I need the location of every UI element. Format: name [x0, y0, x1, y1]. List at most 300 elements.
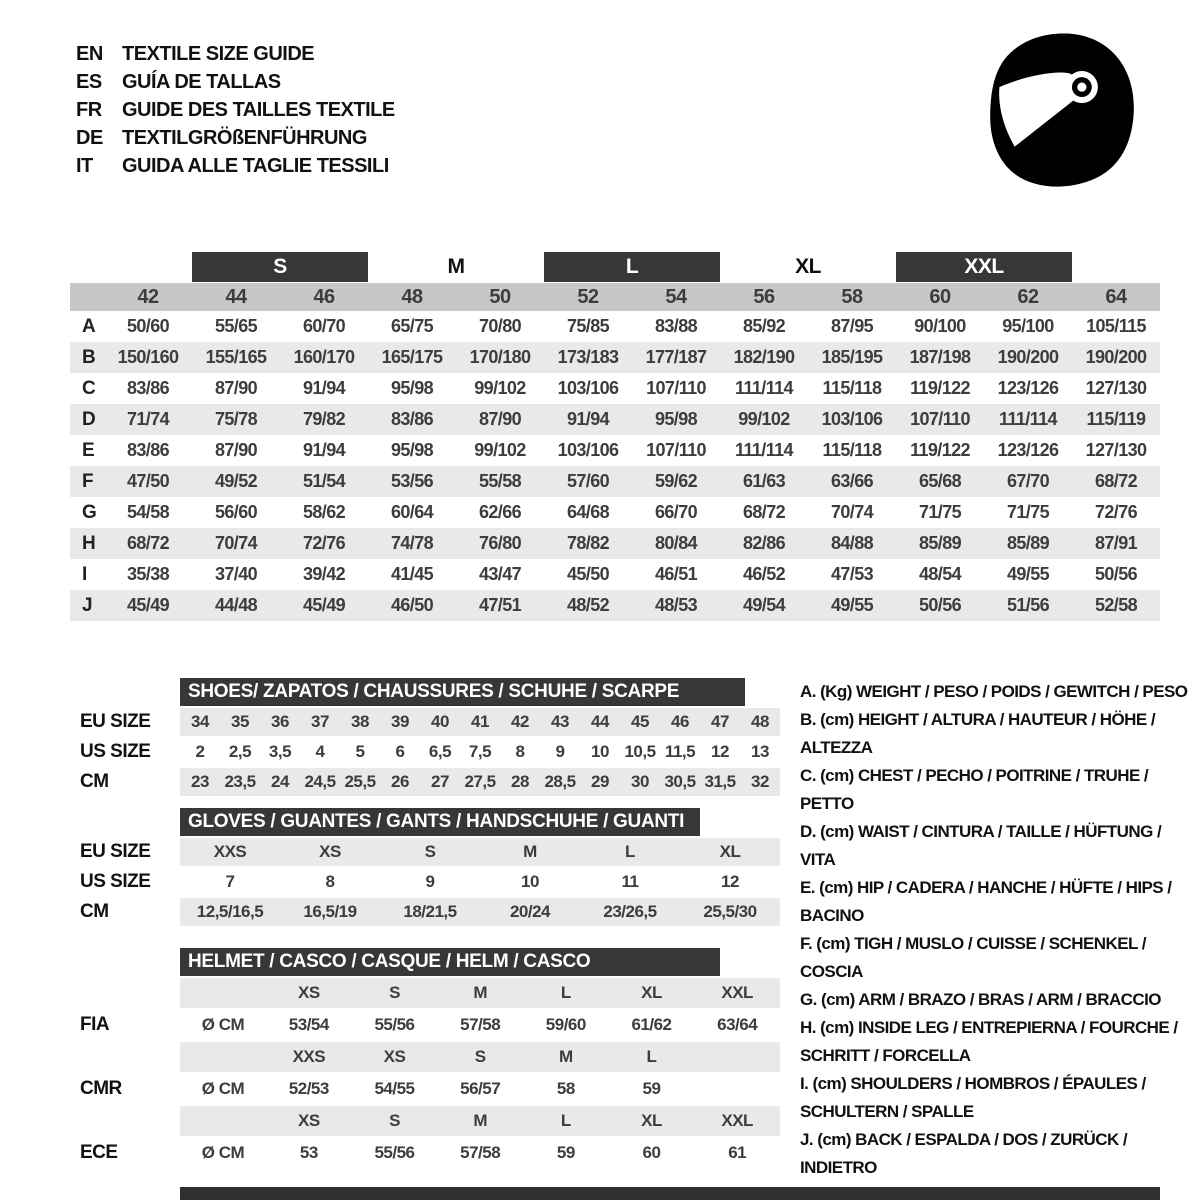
helmet-cm-value: 59 — [556, 1143, 575, 1162]
textile-cell: 67/70 — [1006, 471, 1050, 491]
legend-item-f: F. (cm) TIGH / MUSLO / CUISSE / SCHENKEL / COSCIA — [800, 934, 1146, 981]
textile-cell: 39/42 — [302, 564, 346, 584]
helmet-cm-value: 63/64 — [717, 1015, 758, 1034]
textile-cell: 44/48 — [214, 595, 258, 615]
textile-cell: 47/51 — [478, 595, 522, 615]
helmet-values — [180, 1074, 780, 1104]
legend-item-i: I. (cm) SHOULDERS / HOMBROS / ÉPAULES / SCHULTERN / SPALLE — [800, 1074, 1146, 1121]
textile-cell: 45/49 — [126, 595, 170, 615]
helmet-cm-value: 53/54 — [288, 1015, 329, 1034]
textile-cell: 48/53 — [654, 595, 698, 615]
shoes-us-value: 3,5 — [268, 742, 292, 761]
shoes-eu-value: 46 — [671, 712, 689, 731]
numeric-size: 64 — [1105, 285, 1127, 308]
helmet-cm-value: 61 — [728, 1143, 747, 1162]
helmet-sizes-row-cmr — [70, 1042, 780, 1072]
textile-cell: 68/72 — [126, 533, 170, 553]
language-title: GUIDA ALLE TAGLIE TESSILI — [122, 154, 389, 177]
helmet-cm-value: 57/58 — [460, 1015, 501, 1034]
shoes-us-value: 9 — [555, 742, 565, 761]
textile-cell: 49/55 — [1006, 564, 1050, 584]
shoes-section-title: SHOES/ ZAPATOS / CHAUSSURES / SCHUHE / SCARPE — [180, 678, 745, 706]
gloves-us-value: 10 — [521, 872, 539, 891]
textile-cell: 115/118 — [822, 440, 882, 460]
textile-cell: 55/58 — [478, 471, 522, 491]
gloves-us-value: 12 — [721, 872, 739, 891]
gloves-eu-size: XS — [319, 842, 341, 861]
shoes-eu-size-row — [180, 708, 780, 736]
spacer — [180, 1042, 266, 1072]
shoes-us-value: 7,5 — [468, 742, 492, 761]
textile-cell: 95/98 — [390, 440, 434, 460]
size-group-l: L — [544, 252, 720, 282]
language-title: TEXTILGRÖßENFÜHRUNG — [122, 126, 367, 149]
shoes-eu-value: 47 — [711, 712, 729, 731]
helmet-size-letters — [180, 978, 780, 1008]
textile-cell: 190/200 — [997, 347, 1059, 367]
textile-cell: 111/114 — [999, 409, 1057, 429]
numeric-size: 42 — [137, 285, 159, 308]
textile-cell: 49/52 — [214, 471, 258, 491]
helmet-cm-value: 54/55 — [374, 1079, 415, 1098]
size-group-xxl: XXL — [896, 252, 1072, 282]
helmet-cm-value: 52/53 — [288, 1079, 329, 1098]
shoes-us-value: 12 — [711, 742, 729, 761]
shoes-us-value: 10 — [591, 742, 609, 761]
textile-cell: 64/68 — [566, 502, 610, 522]
helmet-cm-value: 55/56 — [374, 1015, 415, 1034]
helmet-size-letter: XXS — [292, 1047, 326, 1066]
shoes-us-value: 8 — [515, 742, 525, 761]
spacer — [70, 1042, 180, 1072]
gloves-cm-row — [180, 898, 780, 926]
shoes-section — [70, 676, 780, 796]
language-code: FR — [76, 98, 102, 121]
shoes-us-value: 13 — [751, 742, 769, 761]
helmet-sizes-row-fia — [70, 978, 780, 1008]
language-title: GUÍA DE TALLAS — [122, 70, 281, 93]
textile-row-h — [70, 528, 1160, 559]
language-title-block — [76, 40, 395, 180]
shoes-cm-value: 25,5 — [344, 772, 376, 791]
textile-cell: 87/90 — [478, 409, 522, 429]
helmet-cm-value — [694, 1074, 780, 1104]
textile-cell: 105/115 — [1086, 316, 1146, 336]
helmet-size-letters — [180, 1042, 780, 1072]
textile-cell: 48/52 — [566, 595, 610, 615]
textile-cell: 160/170 — [293, 347, 355, 367]
textile-cell: 87/90 — [214, 440, 258, 460]
legend-item-b: B. (cm) HEIGHT / ALTURA / HAUTEUR / HÖHE / ALTEZZA — [800, 710, 1155, 757]
textile-cell: 190/200 — [1085, 347, 1147, 367]
size-group-header-row — [70, 252, 1160, 282]
textile-cell: 60/64 — [390, 502, 434, 522]
textile-cell: 185/195 — [821, 347, 883, 367]
shoes-eu-value: 38 — [351, 712, 369, 731]
textile-cell: 57/60 — [566, 471, 610, 491]
shoes-us-value: 10,5 — [624, 742, 656, 761]
shoes-cm-value: 24,5 — [304, 772, 336, 791]
shoes-cm-value: 23 — [191, 772, 209, 791]
textile-cell: 107/110 — [646, 440, 706, 460]
row-letter: J — [82, 594, 93, 616]
shoes-us-value: 6 — [395, 742, 405, 761]
helmet-cm-value: 59 — [642, 1079, 661, 1098]
textile-cell: 103/106 — [557, 378, 619, 398]
textile-cell: 123/126 — [997, 378, 1059, 398]
textile-cell: 71/75 — [1006, 502, 1050, 522]
gloves-us-value: 8 — [325, 872, 335, 891]
textile-cell: 95/98 — [390, 378, 434, 398]
helmet-size-letter: XL — [641, 983, 662, 1002]
textile-cell: 170/180 — [469, 347, 531, 367]
shoes-eu-value: 36 — [271, 712, 289, 731]
textile-cell: 58/62 — [302, 502, 346, 522]
gloves-eu-size: XL — [719, 842, 741, 861]
shoes-cm-value: 30,5 — [664, 772, 696, 791]
shoes-us-value: 2,5 — [228, 742, 252, 761]
textile-cell: 52/58 — [1094, 595, 1138, 615]
gloves-us-value: 9 — [425, 872, 435, 891]
helmet-standard-label: FIA — [80, 1014, 110, 1035]
textile-row-a — [70, 311, 1160, 342]
gloves-cm-value: 23/26,5 — [603, 902, 657, 921]
textile-cell: 46/51 — [654, 564, 698, 584]
textile-cell: 35/38 — [126, 564, 170, 584]
shoes-eu-value: 40 — [431, 712, 449, 731]
helmet-size-letter: XXL — [721, 983, 753, 1002]
helmet-icon — [978, 24, 1146, 196]
helmet-size-letter: XS — [383, 1047, 406, 1066]
row-letter: A — [82, 315, 96, 337]
textile-cell: 51/54 — [302, 471, 346, 491]
row-letter: E — [82, 439, 95, 461]
numeric-size: 44 — [225, 285, 247, 308]
bottom-cutoff-bar — [180, 1187, 1160, 1200]
textile-row-g — [70, 497, 1160, 528]
textile-cell: 83/86 — [126, 440, 170, 460]
shoes-us-value: 2 — [195, 742, 205, 761]
language-code: ES — [76, 70, 102, 93]
helmet-sizes-row-ece — [70, 1106, 780, 1136]
gloves-eu-size-label: EU SIZE — [80, 841, 151, 862]
textile-cell: 49/54 — [742, 595, 786, 615]
textile-row-d — [70, 404, 1160, 435]
textile-cell: 90/100 — [914, 316, 966, 336]
textile-cell: 85/89 — [1006, 533, 1050, 553]
helmet-cm-value: 55/56 — [374, 1143, 415, 1162]
textile-cell: 71/75 — [918, 502, 962, 522]
helmet-size-letter: XXL — [721, 1111, 753, 1130]
textile-cell: 111/114 — [735, 440, 793, 460]
textile-cell: 46/52 — [742, 564, 786, 584]
textile-cell: 45/50 — [566, 564, 610, 584]
helmet-values-row-ece — [70, 1138, 780, 1168]
shoes-eu-value: 41 — [471, 712, 489, 731]
language-row-es — [76, 68, 395, 96]
textile-row-c — [70, 373, 1160, 404]
textile-row-e — [70, 435, 1160, 466]
helmet-size-letter: M — [473, 1111, 487, 1130]
row-letter: D — [82, 408, 96, 430]
spacer — [70, 1106, 180, 1136]
textile-cell: 83/88 — [654, 316, 698, 336]
textile-cell: 68/72 — [742, 502, 786, 522]
helmet-section — [70, 946, 780, 1168]
legend-item-g: G. (cm) ARM / BRAZO / BRAS / ARM / BRACCIO — [800, 990, 1161, 1009]
textile-row-j — [70, 590, 1160, 621]
numeric-size: 58 — [841, 285, 863, 308]
textile-cell: 74/78 — [390, 533, 434, 553]
textile-cell: 56/60 — [214, 502, 258, 522]
textile-cell: 91/94 — [302, 378, 346, 398]
spacer — [70, 948, 180, 976]
textile-cell: 50/56 — [1094, 564, 1138, 584]
textile-row-i — [70, 559, 1160, 590]
textile-cell: 155/165 — [205, 347, 267, 367]
spacer — [180, 1106, 266, 1136]
textile-cell: 91/94 — [566, 409, 610, 429]
shoes-us-value: 6,5 — [428, 742, 452, 761]
gloves-section-title: GLOVES / GUANTES / GANTS / HANDSCHUHE / GUANTI — [180, 808, 700, 836]
language-row-fr — [76, 96, 395, 124]
shoes-eu-value: 35 — [231, 712, 249, 731]
textile-cell: 41/45 — [390, 564, 434, 584]
shoes-cm-value: 27 — [431, 772, 449, 791]
textile-cell: 83/86 — [126, 378, 170, 398]
textile-size-table — [70, 252, 1160, 621]
helmet-standard-label: CMR — [80, 1078, 122, 1099]
textile-cell: 165/175 — [381, 347, 443, 367]
legend-item-a: A. (Kg) WEIGHT / PESO / POIDS / GEWITCH / PESO — [800, 682, 1188, 701]
textile-cell: 37/40 — [214, 564, 258, 584]
textile-cell: 65/68 — [918, 471, 962, 491]
textile-cell: 75/78 — [214, 409, 258, 429]
textile-cell: 119/122 — [910, 440, 970, 460]
gloves-cm-value: 12,5/16,5 — [196, 902, 264, 921]
textile-cell: 99/102 — [474, 378, 526, 398]
numeric-size: 52 — [577, 285, 599, 308]
textile-cell: 68/72 — [1094, 471, 1138, 491]
helmet-cm-value: 57/58 — [460, 1143, 501, 1162]
textile-cell: 72/76 — [302, 533, 346, 553]
spacer — [70, 808, 180, 836]
textile-cell: 103/106 — [557, 440, 619, 460]
language-code: DE — [76, 126, 103, 149]
gloves-cm-label: CM — [80, 901, 109, 922]
diameter-cm-label: Ø CM — [201, 1015, 245, 1034]
helmet-size-letter: XL — [641, 1111, 662, 1130]
shoes-cm-value: 30 — [631, 772, 649, 791]
shoes-cm-value: 28,5 — [544, 772, 576, 791]
gloves-eu-size: M — [523, 842, 537, 861]
helmet-cm-value: 53 — [299, 1143, 318, 1162]
textile-cell: 84/88 — [830, 533, 874, 553]
row-letter: B — [82, 346, 96, 368]
legend-item-c: C. (cm) CHEST / PECHO / POITRINE / TRUHE / PETTO — [800, 766, 1149, 813]
textile-cell: 53/56 — [390, 471, 434, 491]
textile-cell: 65/75 — [390, 316, 434, 336]
textile-cell: 99/102 — [474, 440, 526, 460]
shoes-eu-value: 37 — [311, 712, 329, 731]
helmet-size-letter: S — [389, 1111, 400, 1130]
textile-cell: 66/70 — [654, 502, 698, 522]
textile-cell: 87/95 — [830, 316, 874, 336]
textile-cell: 95/100 — [1002, 316, 1054, 336]
shoes-cm-value: 32 — [751, 772, 769, 791]
helmet-size-letter: L — [560, 983, 571, 1002]
language-row-it — [76, 152, 395, 180]
spacer — [70, 283, 104, 311]
textile-cell: 63/66 — [830, 471, 874, 491]
textile-cell: 123/126 — [997, 440, 1059, 460]
language-row-en — [76, 40, 395, 68]
language-code: EN — [76, 42, 103, 65]
textile-cell: 78/82 — [566, 533, 610, 553]
textile-cell: 95/98 — [654, 409, 698, 429]
textile-cell: 48/54 — [918, 564, 962, 584]
spacer — [70, 978, 180, 1008]
textile-cell: 82/86 — [742, 533, 786, 553]
shoes-eu-value: 45 — [631, 712, 649, 731]
shoes-eu-value: 44 — [591, 712, 609, 731]
helmet-size-letter: XS — [297, 983, 320, 1002]
textile-cell: 62/66 — [478, 502, 522, 522]
helmet-cm-value: 61/62 — [631, 1015, 672, 1034]
gloves-eu-size: S — [424, 842, 436, 861]
numeric-size: 62 — [1017, 285, 1039, 308]
helmet-values-row-fia — [70, 1010, 780, 1040]
textile-cell: 51/56 — [1006, 595, 1050, 615]
helmet-cm-value: 56/57 — [460, 1079, 501, 1098]
size-group-s: S — [192, 252, 368, 282]
textile-cell: 45/49 — [302, 595, 346, 615]
legend-item-h: H. (cm) INSIDE LEG / ENTREPIERNA / FOURCHE / SCHRITT / FORCELLA — [800, 1018, 1178, 1065]
textile-cell: 115/119 — [1086, 409, 1146, 429]
textile-cell: 70/74 — [214, 533, 258, 553]
textile-cell: 107/110 — [646, 378, 706, 398]
textile-cell: 60/70 — [302, 316, 346, 336]
helmet-values — [180, 1138, 780, 1168]
helmet-standard-label: ECE — [80, 1142, 118, 1163]
gloves-us-value: 11 — [621, 872, 639, 891]
textile-cell: 49/55 — [830, 595, 874, 615]
shoes-cm-label: CM — [80, 771, 109, 792]
textile-cell: 61/63 — [742, 471, 786, 491]
textile-cell: 43/47 — [478, 564, 522, 584]
textile-cell: 150/160 — [117, 347, 179, 367]
row-letter: I — [82, 563, 88, 585]
textile-cell: 47/53 — [830, 564, 874, 584]
shoes-cm-value: 24 — [271, 772, 289, 791]
textile-cell: 107/110 — [910, 409, 970, 429]
textile-cell: 70/74 — [830, 502, 874, 522]
helmet-section-title: HELMET / CASCO / CASQUE / HELM / CASCO — [180, 948, 720, 976]
helmet-size-letter — [694, 1042, 780, 1072]
helmet-size-letter: S — [474, 1047, 486, 1066]
textile-cell: 71/74 — [126, 409, 170, 429]
textile-row-f — [70, 466, 1160, 497]
textile-cell: 50/60 — [126, 316, 170, 336]
shoes-eu-value: 43 — [551, 712, 569, 731]
textile-cell: 46/50 — [390, 595, 434, 615]
helmet-values — [180, 1010, 780, 1040]
helmet-size-letter: L — [646, 1047, 657, 1066]
textile-cell: 177/187 — [645, 347, 707, 367]
textile-cell: 173/183 — [557, 347, 619, 367]
shoes-cm-value: 26 — [391, 772, 409, 791]
textile-cell: 87/90 — [214, 378, 258, 398]
numeric-size: 56 — [753, 285, 775, 308]
numeric-size: 54 — [665, 285, 687, 308]
gloves-section — [70, 806, 780, 926]
shoes-cm-value: 28 — [511, 772, 529, 791]
gloves-cm-value: 16,5/19 — [303, 902, 357, 921]
helmet-rows — [70, 978, 780, 1168]
textile-cell: 99/102 — [738, 409, 790, 429]
spacer — [180, 978, 266, 1008]
shoes-us-value: 11,5 — [664, 742, 696, 761]
helmet-size-letters — [180, 1106, 780, 1136]
gloves-cm-value: 20/24 — [509, 902, 551, 921]
textile-cell: 127/130 — [1085, 378, 1147, 398]
textile-cell: 85/89 — [918, 533, 962, 553]
legend-item-d: D. (cm) WAIST / CINTURA / TAILLE / HÜFTUNG / VITA — [800, 822, 1162, 869]
helmet-size-letter: M — [558, 1047, 573, 1066]
textile-cell: 85/92 — [742, 316, 786, 336]
numeric-size: 60 — [929, 285, 951, 308]
shoes-cm-value: 27,5 — [464, 772, 496, 791]
textile-cell: 72/76 — [1094, 502, 1138, 522]
numeric-size-strip — [70, 283, 1160, 311]
textile-cell: 79/82 — [302, 409, 346, 429]
textile-cell: 55/65 — [214, 316, 258, 336]
textile-cell: 119/122 — [910, 378, 970, 398]
shoes-us-size-label: US SIZE — [80, 741, 151, 762]
shoes-eu-value: 39 — [391, 712, 409, 731]
diameter-cm-label: Ø CM — [201, 1143, 245, 1162]
gloves-eu-size-row — [180, 838, 780, 866]
helmet-size-letter: XS — [297, 1111, 320, 1130]
gloves-eu-size: XXS — [213, 842, 247, 861]
shoes-us-value: 4 — [315, 742, 325, 761]
textile-cell: 182/190 — [733, 347, 795, 367]
shoes-eu-value: 48 — [751, 712, 769, 731]
shoes-us-value: 5 — [355, 742, 365, 761]
helmet-cm-value: 58 — [556, 1079, 575, 1098]
legend-item-e: E. (cm) HIP / CADERA / HANCHE / HÜFTE / HIPS / BACINO — [800, 878, 1172, 925]
textile-cell: 47/50 — [126, 471, 170, 491]
textile-cell: 83/86 — [390, 409, 434, 429]
shoes-cm-value: 23,5 — [224, 772, 256, 791]
gloves-us-value: 7 — [225, 872, 235, 891]
textile-cell: 111/114 — [735, 378, 793, 398]
textile-cell: 54/58 — [126, 502, 170, 522]
language-title: GUIDE DES TAILLES TEXTILE — [122, 98, 395, 121]
helmet-cm-value: 60 — [642, 1143, 661, 1162]
shoes-cm-value: 29 — [591, 772, 609, 791]
measurement-legend — [800, 678, 1198, 1182]
textile-row-b — [70, 342, 1160, 373]
language-row-de — [76, 124, 395, 152]
textile-cell: 70/80 — [478, 316, 522, 336]
textile-cell: 91/94 — [302, 440, 346, 460]
textile-cell: 187/198 — [909, 347, 971, 367]
gloves-us-size-label: US SIZE — [80, 871, 151, 892]
textile-cell: 50/56 — [918, 595, 962, 615]
gloves-cm-value: 18/21,5 — [403, 902, 457, 921]
shoes-eu-value: 42 — [511, 712, 529, 731]
